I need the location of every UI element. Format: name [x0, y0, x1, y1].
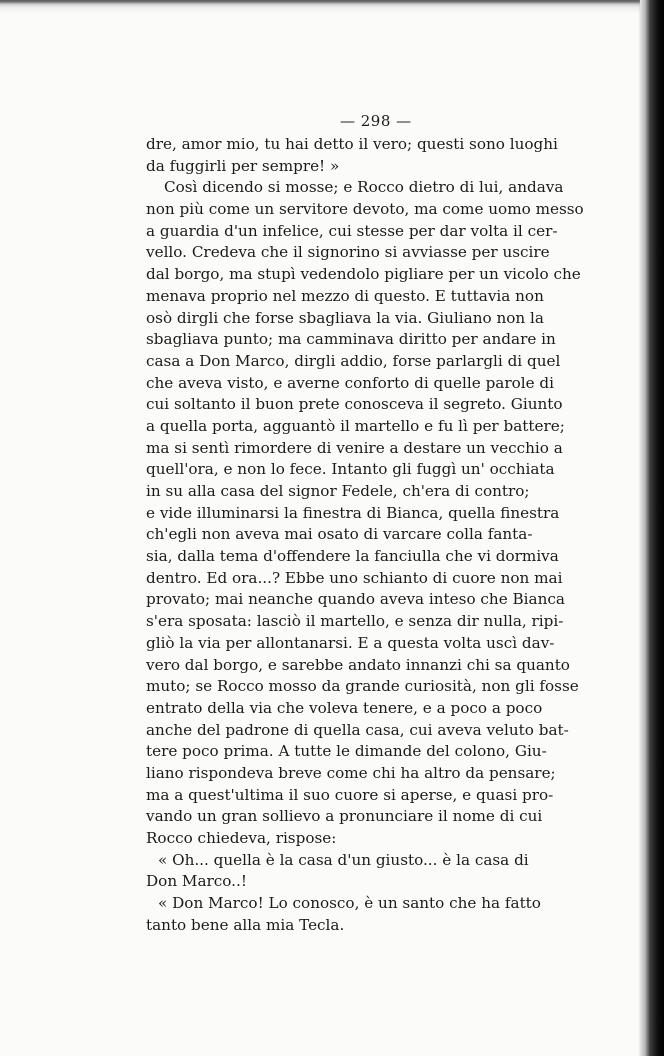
- text-line: non più come un servitore devoto, ma come uomo messo: [146, 200, 584, 219]
- text-line: tere poco prima. A tutte le dimande del colono, Giu-: [146, 742, 547, 761]
- text-line: osò dirgli che forse sbagliava la via. Giuliano non la: [146, 308, 544, 327]
- text-line: vello. Credeva che il signorino si avviasse per uscire: [146, 243, 550, 262]
- text-line: liano rispondeva breve come chi ha altro da pensare;: [146, 763, 556, 782]
- text-line: Rocco chiedeva, rispose:: [146, 829, 337, 847]
- text-line: s'era sposata: lasciò il martello, e senza dir nulla, ripi-: [146, 612, 564, 631]
- dialogue-line: « Don Marco! Lo conosco, è un santo che ha fatto: [158, 894, 541, 913]
- text-line: Così dicendo si mosse; e Rocco dietro di lui, andava: [164, 178, 564, 197]
- text-line: gliò la via per allontanarsi. E a questa volta uscì dav-: [146, 633, 555, 652]
- page-top-edge: [0, 0, 640, 18]
- text-line: ma a quest'ultima il suo cuore si aperse, e quasi pro-: [146, 785, 554, 804]
- text-line: tanto bene alla mia Tecla.: [146, 915, 345, 934]
- body-text: [146, 134, 610, 936]
- text-line: vero dal borgo, e sarebbe andato innanzi chi sa quanto: [146, 655, 570, 674]
- text-line: vando un gran sollievo a pronunciare il nome di cui: [146, 807, 543, 826]
- dialogue-line: « Oh... quella è la casa d'un giusto... è la casa di: [158, 850, 529, 869]
- text-line: in su alla casa del signor Fedele, ch'era di contro;: [146, 482, 530, 500]
- text-line: sbagliava punto; ma camminava diritto per andare in: [146, 330, 556, 349]
- text-line: muto; se Rocco mosso da grande curiosità, non gli fosse: [146, 677, 579, 696]
- page-number: — 298 —: [340, 112, 412, 130]
- text-line: che aveva visto, e averne conforto di quelle parole di: [146, 373, 555, 392]
- text-line: anche del padrone di quella casa, cui aveva veluto bat-: [146, 720, 569, 739]
- text-line: quell'ora, e non lo fece. Intanto gli fuggì un' occhiata: [146, 460, 555, 479]
- text-line: e vide illuminarsi la finestra di Bianca, quella finestra: [146, 503, 560, 522]
- page-right-edge-shadow: [638, 0, 664, 1056]
- text-line: dal borgo, ma stupì vedendolo pigliare per un vicolo che: [146, 265, 581, 284]
- text-line: dentro. Ed ora...? Ebbe uno schianto di cuore non mai: [146, 568, 563, 587]
- text-line: cui soltanto il buon prete conosceva il segreto. Giunto: [146, 395, 563, 414]
- text-line: casa a Don Marco, dirgli addio, forse parlargli di quel: [146, 351, 561, 370]
- text-line: a quella porta, agguantò il martello e fu lì per battere;: [146, 416, 565, 435]
- text-line: ma si sentì rimordere di venire a destare un vecchio a: [146, 438, 563, 457]
- text-line: Don Marco..!: [146, 872, 247, 891]
- text-line: da fuggirli per sempre! »: [146, 156, 340, 175]
- text-line: ch'egli non aveva mai osato di varcare colla fanta-: [146, 525, 533, 544]
- text-line: menava proprio nel mezzo di questo. E tuttavia non: [146, 286, 544, 305]
- text-line: dre, amor mio, tu hai detto il vero; questi sono luoghi: [146, 135, 558, 153]
- text-line: provato; mai neanche quando aveva inteso che Bianca: [146, 590, 565, 609]
- text-line: sia, dalla tema d'offendere la fanciulla che vi dormiva: [146, 547, 559, 566]
- text-line: a guardia d'un infelice, cui stesse per dar volta il cer-: [146, 221, 558, 240]
- text-line: entrato della via che voleva tenere, e a poco a poco: [146, 698, 543, 717]
